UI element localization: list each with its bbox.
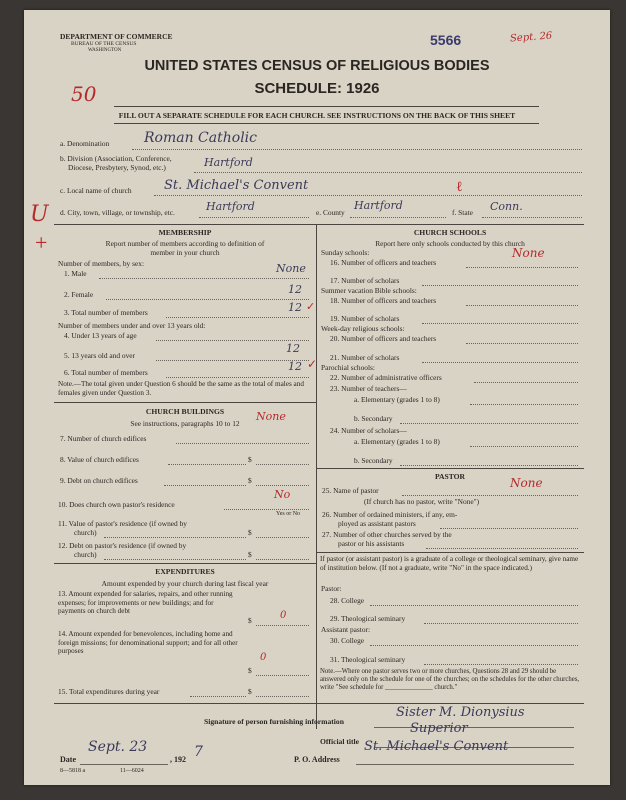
grid-top-rule [54,224,584,225]
q31-label: 31. Theological seminary [330,655,406,664]
city-label: d. City, town, village, or township, etc. [60,208,175,217]
q18-line [466,305,578,306]
q1-label: 1. Male [64,269,87,278]
date-label: Date [60,755,76,764]
q23a-label: a. Elementary (grades 1 to 8) [354,395,440,404]
q16-label: 16. Number of officers and teachers [330,258,437,267]
q25-value: None [510,476,543,490]
q17-label: 17. Number of scholars [330,276,400,285]
instructions-banner: FILL OUT A SEPARATE SCHEDULE FOR EACH CHURCH. SEE INSTRUCTIONS ON THE BACK OF THIS SHEET [118,111,516,120]
church-schools-subtitle: Report here only schools conducted by this church [375,239,525,248]
pastor-sub-label: Pastor: [321,584,342,593]
q20-label: 20. Number of officers and teachers [330,334,437,343]
q5-value: 12 [286,342,300,355]
division-value: Hartford [204,156,253,169]
q23a-line [470,404,578,405]
q24b-line [400,465,578,466]
q14-dollar: $ [248,666,252,675]
q4-label: 4. Under 13 years of age [64,331,137,340]
q3-check-mark: ✓ [306,301,316,313]
margin-number-mark: 50 [71,82,97,106]
q10-label: 10. Does church own pastor's residence [58,500,175,509]
pastor-note: Note.—Where one pastor serves two or more churches, Questions 28 and 29 should be answered only on the schedule for one of the churches; on the schedules for the other churches, write "See schedule for ______________ church." [320,668,580,692]
q27-label-2: pastor or his assistants [338,539,405,548]
church-schools-heading: CHURCH SCHOOLS [413,228,487,237]
q15-amount-line [256,696,309,697]
q8-dollar: $ [248,455,252,464]
q16-line [466,267,578,268]
q13-value: 0 [280,610,287,621]
members-by-sex-label: Number of members, by sex: [58,259,144,268]
local-name-line [154,195,582,196]
church-buildings-subtitle: See instructions, paragraphs 10 to 12 [130,419,240,428]
header-rule-top [114,106,539,107]
q31-line [424,664,578,665]
q26-line [440,528,578,529]
yes-no-hint: Yes or No [276,511,301,517]
margin-u-mark: U [30,202,49,227]
q13-dollar: $ [248,616,252,625]
q23b-label: b. Secondary [354,414,393,423]
q25-label: 25. Name of pastor [322,486,379,495]
division-label-1: b. Division (Association, Conference, [60,154,172,163]
q2-value: 12 [288,283,302,296]
q19-line [422,323,578,324]
q5-line [156,360,309,361]
q25-line [402,495,578,496]
schedule-title: SCHEDULE: 1926 [254,80,380,97]
denomination-line [132,149,582,150]
q9-dollar: $ [248,476,252,485]
denomination-value: Roman Catholic [144,130,257,146]
q16-value: None [512,246,545,260]
q14-label: 14. Amount expended for benevolences, including home and foreign missions; for denominational support; and for all other purposes [58,630,238,656]
q9-amount-line [256,485,309,486]
print-number: 11—6024 [120,768,144,774]
q15-label: 15. Total expenditures during year [58,687,160,696]
state-line [482,217,582,218]
date-line [80,764,168,765]
po-address-value: St. Michael's Convent [364,739,509,754]
signature-value: Sister M. Dionysius [396,705,525,720]
membership-subtitle-1: Report number of members according to definition of [105,239,265,248]
q30-line [370,645,578,646]
q12-label-1: 12. Debt on pastor's residence (if owned by [58,541,187,550]
q11-amount-line [256,537,309,538]
q11-line [104,537,246,538]
date-value: Sept. 23 [88,739,148,755]
expenditures-subtitle: Amount expended by your church during last fiscal year [101,579,269,588]
sunday-schools-label: Sunday schools: [321,248,370,257]
division-label-2: Diocese, Presbytery, Synod, etc.) [68,163,166,172]
q11-label-1: 11. Value of pastor's residence (if owned by [58,519,187,528]
official-title-value: Superior [410,721,468,736]
local-name-value: St. Michael's Convent [164,178,309,193]
graduate-note: If pastor (or assistant pastor) is a graduate of a college or theological seminary, give name of institution below. (If not a graduate, write "No" in the space indicated.) [320,555,579,572]
q23-label: 23. Number of teachers— [330,384,407,393]
q24-label: 24. Number of scholars— [330,426,407,435]
q1-line [99,278,309,279]
q8-label: 8. Value of church edifices [60,455,139,464]
q4-line [156,340,309,341]
form-number: 8—5818 a [60,768,86,774]
expenditures-heading: EXPENDITURES [155,567,215,576]
q12-amount-line [256,559,309,560]
parochial-schools-label: Parochial schools: [321,363,375,372]
q29-label: 29. Theological seminary [330,614,406,623]
po-address-label: P. O. Address [294,755,340,764]
census-schedule-sheet [24,10,610,785]
margin-cross-mark: + [35,230,48,255]
official-title-label: Official title [320,737,360,746]
department-label: DEPARTMENT OF COMMERCE [60,32,173,41]
local-name-label: c. Local name of church [60,186,132,195]
church-buildings-none-value: None [256,410,286,423]
state-label: f. State [452,208,473,217]
q25-note: (If church has no pastor, write "None") [364,497,480,506]
q23b-line [400,423,578,424]
q13-label: 13. Amount expended for salaries, repairs, and other running expenses; for improvements or new buildings; and for payments on church debt [58,590,233,616]
assistant-pastor-label: Assistant pastor: [321,625,371,634]
q17-line [422,285,578,286]
q21-line [422,362,578,363]
buildings-rule [54,402,316,403]
q11-dollar: $ [248,528,252,537]
q15-dollar: $ [248,687,252,696]
state-check-mark: ℓ [456,180,463,195]
q28-line [370,605,578,606]
q15-line [190,696,246,697]
q6-label: 6. Total number of members [64,368,148,377]
signature-label: Signature of person furnishing information [204,717,344,726]
denomination-label: a. Denomination [60,139,110,148]
q6-check-mark: ✓ [307,357,318,371]
q9-label: 9. Debt on church edifices [60,476,138,485]
q14-value: 0 [260,652,267,663]
q14-amount-line [256,675,309,676]
bureau-label: BUREAU OF THE CENSUS [71,41,137,47]
summer-schools-label: Summer vacation Bible schools: [321,286,417,295]
city-line [199,217,309,218]
church-buildings-heading: CHURCH BUILDINGS [145,407,225,416]
division-line [194,172,582,173]
q20-line [466,343,578,344]
state-value: Conn. [490,200,523,213]
pastor-rule [316,468,584,469]
q3-label: 3. Total number of members [64,308,148,317]
schedule-number: 5566 [430,32,462,48]
grid-bottom-rule [54,703,584,704]
q12-dollar: $ [248,550,252,559]
q3-value: 12 [288,301,302,314]
graduate-rule [316,552,584,553]
expenditures-rule [54,563,316,564]
handwritten-received-date: Sept. 26 [509,30,553,45]
q26-label-1: 26. Number of ordained ministers, if any, em- [322,510,458,519]
q26-label-2: ployed as assistant pastors [338,519,416,528]
q7-label: 7. Number of church edifices [60,434,147,443]
q27-label-1: 27. Number of other churches served by the [322,530,452,539]
q5-label: 5. 13 years old and over [64,351,136,360]
q12-line [104,559,246,560]
q27-line [426,548,578,549]
year-prefix: , 192 [170,755,186,764]
q8-amount-line [256,464,309,465]
q19-label: 19. Number of scholars [330,314,400,323]
city-value: Hartford [206,200,255,213]
q6-line [166,377,309,378]
membership-subtitle-2: member in your church [150,248,220,257]
year-value: 7 [194,744,203,760]
q30-label: 30. College [330,636,365,645]
q2-line [106,299,309,300]
weekday-schools-label: Week-day religious schools: [321,324,405,333]
q24b-label: b. Secondary [354,456,393,465]
q7-line [176,443,309,444]
signature-line [374,727,574,728]
q22-line [474,382,578,383]
q2-label: 2. Female [64,290,94,299]
membership-heading: MEMBERSHIP [158,228,212,237]
q29-line [424,623,578,624]
q24a-line [470,446,578,447]
po-address-line [356,764,574,765]
q21-label: 21. Number of scholars [330,353,400,362]
pastor-heading: PASTOR [434,472,466,481]
header-rule-bottom [114,123,539,124]
under-over-label: Number of members under and over 13 years old: [58,321,206,330]
q3-line [166,317,309,318]
q11-label-2: church) [74,528,97,537]
form-title: UNITED STATES CENSUS OF RELIGIOUS BODIES [144,58,490,74]
q8-line [168,464,246,465]
q10-value: No [274,488,291,501]
q28-label: 28. College [330,596,365,605]
q10-line [224,509,309,510]
q13-amount-line [256,625,309,626]
q9-line [164,485,246,486]
q24a-label: a. Elementary (grades 1 to 8) [354,437,440,446]
city-label: WASHINGTON [88,48,122,53]
membership-note: Note.—The total given under Question 6 should be the same as the total of males and females given under Question 3. [58,380,304,397]
q6-value: 12 [288,360,302,373]
q18-label: 18. Number of officers and teachers [330,296,437,305]
q12-label-2: church) [74,550,97,559]
county-label: e. County [316,208,345,217]
q22-label: 22. Number of administrative officers [330,373,442,382]
county-value: Hartford [354,199,403,212]
county-line [350,217,446,218]
q1-value: None [276,262,306,275]
